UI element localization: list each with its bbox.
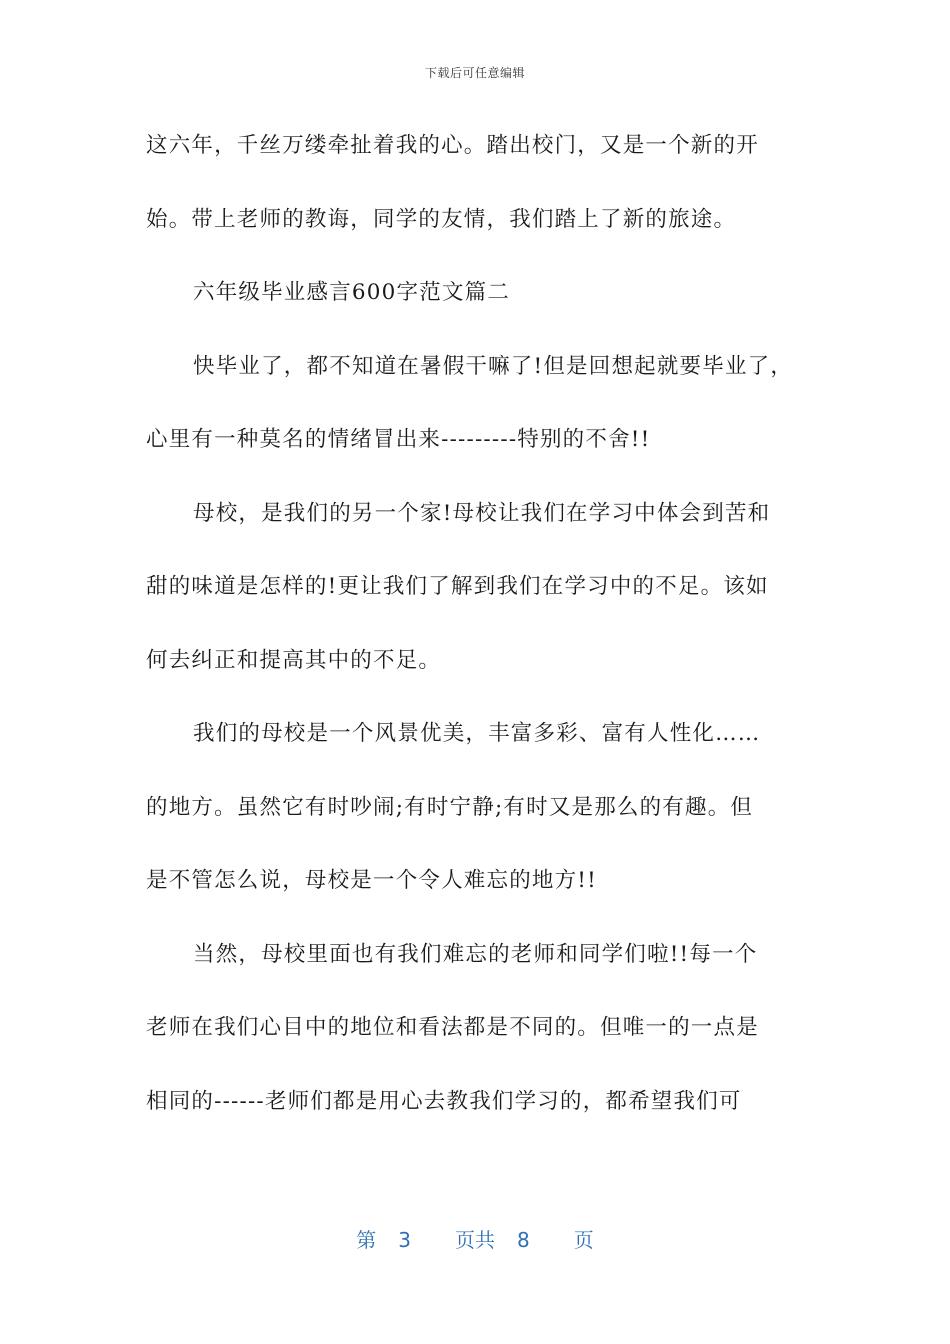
text-line: 老师在我们心目中的地位和看法都是不同的。但唯一的一点是: [146, 1015, 759, 1040]
footer-current-page: 3: [398, 1228, 411, 1252]
text-line: 是不管怎么说，母校是一个令人难忘的地方!!: [146, 868, 597, 893]
footer-total-pages: 8: [517, 1228, 530, 1252]
text-line: 心里有一种莫名的情绪冒出来---------特别的不舍!!: [146, 427, 651, 452]
text-line: 我们的母校是一个风景优美，丰富多彩、富有人性化……: [193, 721, 761, 746]
text-line: 的地方。虽然它有时吵闹;有时宁静;有时又是那么的有趣。但: [146, 794, 754, 820]
text-line: 始。带上老师的教诲，同学的友情，我们踏上了新的旅途。: [146, 206, 737, 232]
footer-prefix: 第: [356, 1228, 377, 1252]
text-line: 快毕业了，都不知道在暑假干嘛了!但是回想起就要毕业了，: [193, 353, 794, 379]
section-heading: 六年级毕业感言600字范文篇二: [193, 280, 511, 305]
document-body: [146, 126, 826, 1155]
page-header-note: 下载后可任意编辑: [424, 66, 525, 80]
text-line: 当然，母校里面也有我们难忘的老师和同学们啦!!每一个: [193, 941, 758, 967]
text-line: 何去纠正和提高其中的不足。: [146, 647, 442, 673]
text-line: 相同的------老师们都是用心去教我们学习的，都希望我们可: [146, 1088, 742, 1114]
text-line: 这六年，千丝万缕牵扯着我的心。踏出校门，又是一个新的开: [146, 133, 759, 158]
footer-suffix: 页: [573, 1228, 594, 1252]
text-line: 甜的味道是怎样的!更让我们了解到我们在学习中的不足。该如: [146, 574, 769, 599]
footer-middle: 页共: [455, 1228, 495, 1252]
page-footer: [0, 1224, 950, 1253]
text-line: 母校，是我们的另一个家!母校让我们在学习中体会到苦和: [193, 500, 771, 526]
